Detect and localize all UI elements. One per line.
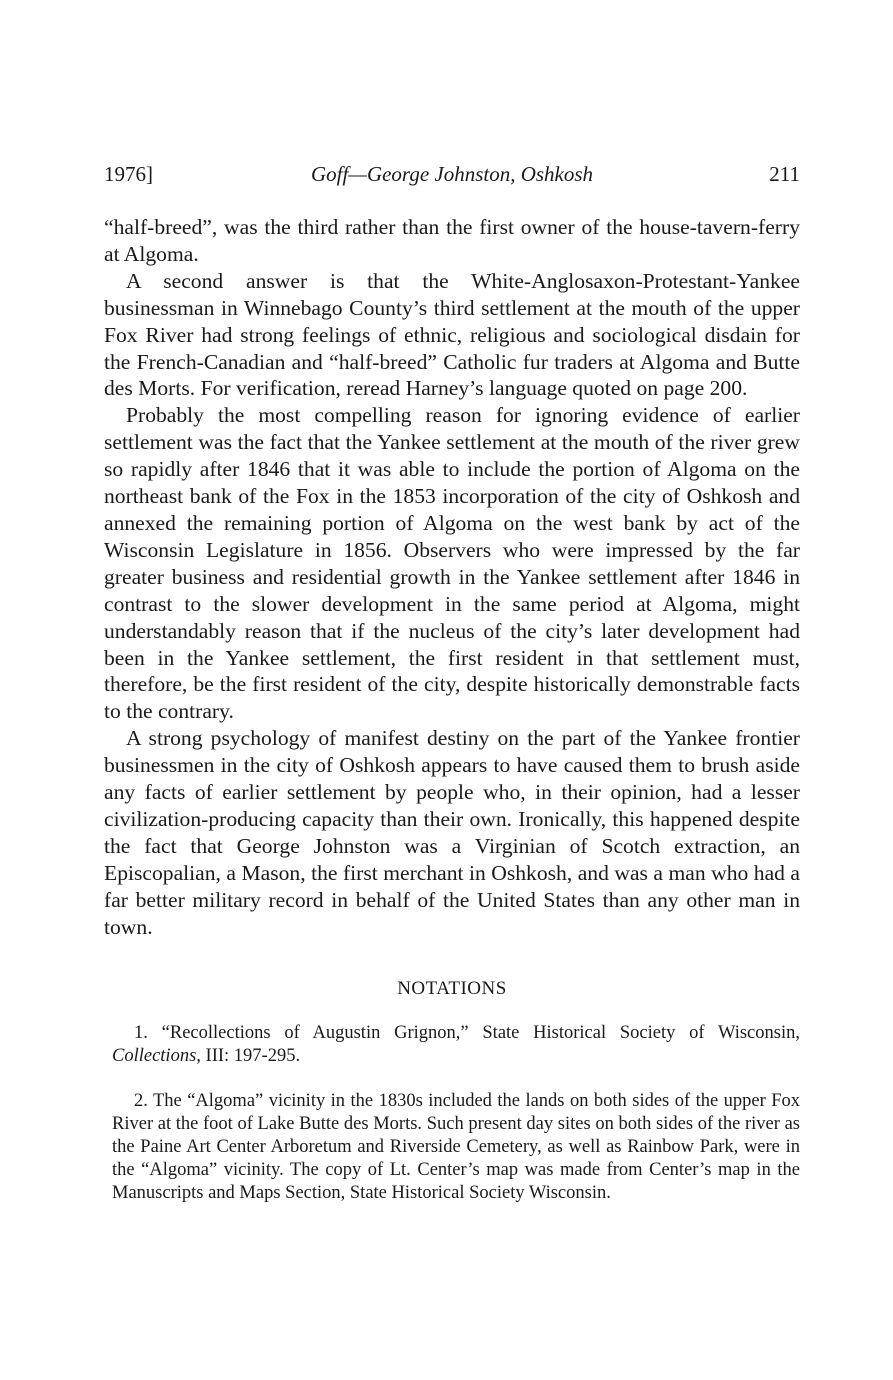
note-1-tail: III: 197-295.: [200, 1046, 301, 1067]
running-header: [104, 156, 800, 192]
notations-heading: NOTATIONS: [397, 978, 507, 1000]
paragraph-continuation: “half-breed”, was the third rather than the first owner of the house-tavern-ferry at Algoma.: [104, 215, 800, 266]
book-page: [104, 156, 800, 1205]
paragraph-compelling-reason: Probably the most compelling reason for ignoring evidence of earlier settlement was the fact that the Yankee settlement at the mouth of the river grew so rapidly after 1846 that it was able to include the portion of Algoma on the northeast bank of the Fox in the 1853 incorporation of the city of Oshkosh and annexed the remaining portion of Algoma on the west bank by act of the Wisconsin Legislature in 1856. Observers who were impressed by the far greater business and residential growth in the Yankee settlement after 1846 in contrast to the slower development in the same period at Algoma, might understandably reason that if the nucleus of the city’s later development had been in the Yankee settlement, the first resident in that settlement must, therefore, be the first resident of the city, despite historically demonstrable facts to the contrary.: [104, 403, 800, 724]
paragraph-manifest-destiny: A strong psychology of manifest destiny on the part of the Yankee frontier businessmen in the city of Oshkosh appears to have caused them to brush aside any facts of earlier settlement by people who, in their opinion, had a lesser civilization-producing capacity than their own. Ironically, this happened despite the fact that George Johnston was a Virginian of Scotch extraction, an Episcopalian, a Mason, the first merchant in Oshkosh, and was a man who had a far better military record in behalf of the United States than any other man in town.: [104, 726, 800, 939]
header-year: 1976]: [104, 162, 153, 186]
running-title: Goff—George Johnston, Oshkosh: [310, 162, 594, 186]
note-1: [112, 1022, 800, 1068]
note-1-text: 1. “Recollections of Augustin Grignon,” State Historical Society of Wisconsin,: [134, 1023, 800, 1044]
paragraph-second-answer: A second answer is that the White-Anglosaxon-Protestant-Yankee businessman in Winnebago County’s third settlement at the mouth of the upper Fox River had strong feelings of ethnic, religious and sociological disdain for the French-Canadian and “half-breed” Catholic fur traders at Algoma and Butte des Morts. For verification, reread Harney’s language quoted on page 200.: [104, 268, 800, 401]
page-number: 211: [769, 162, 800, 186]
notations-list: [104, 1022, 800, 1205]
note-2: 2. The “Algoma” vicinity in the 1830s included the lands on both sides of the upper Fox River at the foot of Lake Butte des Morts. Such present day sites on both sides of the river as the Paine Art Center Arboretum and Riverside Cemetery, as well as Rainbow Park, were in the “Algoma” vicinity. The copy of Lt. Center’s map was made from Center’s map in the Manuscripts and Maps Section, State Historical Society Wisconsin.: [112, 1091, 800, 1204]
body-text: [104, 214, 800, 940]
note-1-italic: Collections,: [112, 1046, 201, 1067]
